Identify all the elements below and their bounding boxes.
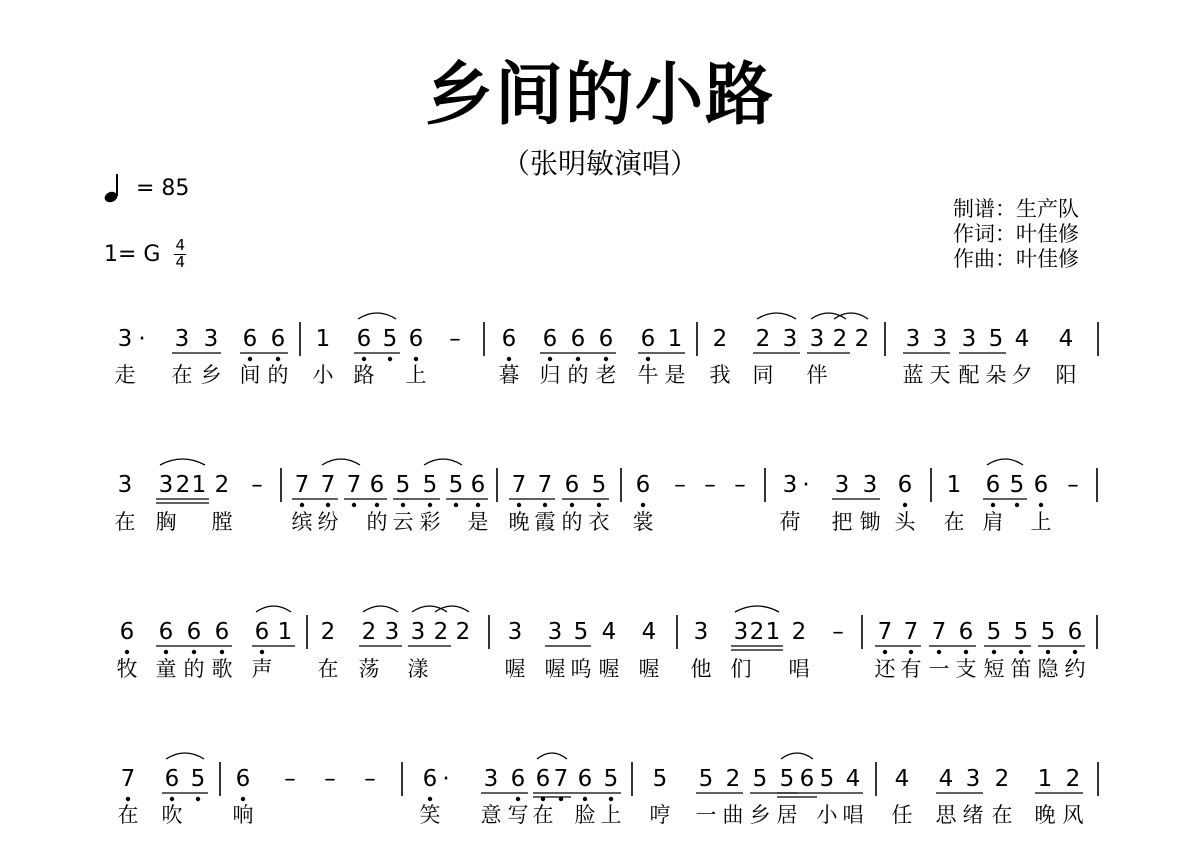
lyric-char: 头 — [894, 510, 916, 534]
lyric-char: 隐 — [1037, 657, 1059, 681]
lyric-char: 短 — [983, 657, 1005, 681]
octave-dot — [604, 357, 608, 361]
tempo-value: = 85 — [136, 175, 190, 201]
lyric-char: 锄 — [859, 510, 881, 534]
note: 2 — [854, 326, 870, 352]
octave-dot — [964, 650, 968, 654]
note: 6 — [422, 766, 438, 792]
note: 6 — [164, 766, 180, 792]
note: 4 — [845, 766, 861, 792]
note: 6 — [958, 619, 974, 645]
note: 7 — [294, 472, 310, 498]
octave-dot — [220, 650, 224, 654]
lyric-char: 膛 — [211, 510, 233, 534]
lyric-char: 蓝 — [902, 363, 924, 387]
lyric-char: 荷 — [779, 510, 801, 534]
lyric-char: 的 — [567, 363, 589, 387]
lyric-char: 是 — [664, 363, 686, 387]
note: 5 — [591, 472, 607, 498]
octave-dot — [476, 503, 480, 507]
note: 6 — [186, 619, 202, 645]
note: 3 — [733, 619, 749, 645]
lyric-char: 朵 — [985, 363, 1007, 387]
note: 7 — [346, 472, 362, 498]
note: 4 — [641, 619, 657, 645]
note: 5 — [1009, 472, 1025, 498]
note: 3 — [174, 326, 190, 352]
note: 3 — [905, 326, 921, 352]
lyric-char: 走 — [114, 363, 136, 387]
lyric-char: 晚 — [508, 510, 530, 534]
octave-dot — [646, 357, 650, 361]
lyric-char: 彩 — [419, 510, 441, 534]
note: 5 — [652, 766, 668, 792]
note: 5 — [190, 766, 206, 792]
lyric-char: 暮 — [498, 363, 520, 387]
slur — [160, 459, 205, 465]
lyric-char: 喔 — [638, 657, 660, 681]
octave-dot — [1039, 503, 1043, 507]
octave-dot — [248, 357, 252, 361]
octave-dot — [192, 650, 196, 654]
lyric-char: 在 — [117, 803, 139, 827]
note: 3 — [117, 326, 133, 352]
lyric-char: 支 — [955, 657, 977, 681]
augmentation-dot: · — [802, 472, 810, 498]
note: 6 — [510, 766, 526, 792]
lyric-char: 在 — [532, 803, 554, 827]
note: 2 — [791, 619, 807, 645]
slur — [256, 606, 291, 612]
octave-dot — [125, 650, 129, 654]
note: 3 — [410, 619, 426, 645]
octave-dot — [641, 503, 645, 507]
octave-dot — [883, 650, 887, 654]
lyric-char: 上 — [405, 363, 427, 387]
octave-dot — [352, 503, 356, 507]
note: 7 — [511, 472, 527, 498]
note: 3 — [809, 326, 825, 352]
lyric-char: 霞 — [534, 510, 556, 534]
note: 5 — [448, 472, 464, 498]
octave-dot — [428, 797, 432, 801]
octave-dot — [1046, 650, 1050, 654]
octave-dot — [570, 503, 574, 507]
slur — [781, 753, 813, 759]
note: 6 — [214, 619, 230, 645]
note: 6 — [1067, 619, 1083, 645]
octave-dot — [1073, 650, 1077, 654]
note: 4 — [1058, 326, 1074, 352]
lyric-char: 裳 — [632, 510, 654, 534]
lyric-char: 在 — [943, 510, 965, 534]
lyric-char: 一 — [695, 803, 717, 827]
credit-composer: 作曲：叶佳修 — [953, 247, 1079, 271]
note: 5 — [988, 326, 1004, 352]
note: 5 — [1013, 619, 1029, 645]
lyric-char: 老 — [595, 363, 617, 387]
octave-dot — [454, 503, 458, 507]
dash-mark: – — [734, 472, 746, 498]
song-title: 乡间的小路 — [424, 56, 775, 135]
lyric-char: 笛 — [1010, 657, 1032, 681]
lyric-char: 唱 — [788, 657, 810, 681]
note: 2 — [749, 619, 765, 645]
note: 6 — [470, 472, 486, 498]
note: 4 — [1014, 326, 1030, 352]
note: 4 — [938, 766, 954, 792]
lyric-char: 绪 — [962, 803, 984, 827]
lyric-char: 居 — [776, 803, 798, 827]
lyric-char: 任 — [891, 803, 913, 827]
note: 2 — [433, 619, 449, 645]
note: 2 — [320, 619, 336, 645]
octave-dot — [170, 797, 174, 801]
note: 6 — [356, 326, 372, 352]
lyric-char: 云 — [392, 510, 414, 534]
note: 6 — [408, 326, 424, 352]
octave-dot — [583, 797, 587, 801]
octave-dot — [609, 797, 613, 801]
octave-dot — [260, 650, 264, 654]
slur — [735, 606, 779, 612]
note: 3 — [547, 619, 563, 645]
performer-subtitle: （张明敏演唱） — [501, 147, 698, 180]
lyric-char: 乡 — [200, 363, 222, 387]
note: 6 — [1033, 472, 1049, 498]
dash-mark: – — [324, 766, 336, 792]
slur — [322, 459, 360, 465]
lyric-char: 写 — [507, 803, 529, 827]
note: 3 — [203, 326, 219, 352]
slur — [435, 606, 469, 612]
note: 3 — [384, 619, 400, 645]
note: 7 — [120, 766, 136, 792]
octave-dot — [543, 503, 547, 507]
octave-dot — [388, 357, 392, 361]
lyric-char: 约 — [1064, 657, 1086, 681]
dash-mark: – — [449, 326, 461, 352]
slur — [358, 313, 396, 319]
lyric-char: 漾 — [407, 657, 429, 681]
octave-dot — [507, 357, 511, 361]
note: 6 — [897, 472, 913, 498]
lyric-char: 思 — [935, 803, 957, 827]
note: 1 — [315, 326, 331, 352]
lyric-char: 乡 — [749, 803, 771, 827]
octave-dot — [517, 503, 521, 507]
note: 3 — [834, 472, 850, 498]
note: 6 — [501, 326, 517, 352]
lyric-char: 肩 — [982, 510, 1004, 534]
note: 2 — [832, 326, 848, 352]
lyric-char: 小 — [312, 363, 334, 387]
dash-mark: – — [674, 472, 686, 498]
octave-dot — [375, 503, 379, 507]
octave-dot — [428, 503, 432, 507]
note: 1 — [667, 326, 683, 352]
note: 6 — [242, 326, 258, 352]
octave-dot — [541, 797, 545, 801]
lyric-char: 声 — [251, 657, 273, 681]
lyric-char: 上 — [1030, 510, 1052, 534]
note: 5 — [752, 766, 768, 792]
slur — [834, 313, 868, 319]
lyric-char: 是 — [467, 510, 489, 534]
note: 2 — [712, 326, 728, 352]
note: 2 — [994, 766, 1010, 792]
octave-dot — [126, 797, 130, 801]
dash-mark: – — [704, 472, 716, 498]
note: 1 — [277, 619, 293, 645]
octave-dot — [516, 797, 520, 801]
octave-dot — [903, 503, 907, 507]
octave-dot — [576, 357, 580, 361]
note: 3 — [483, 766, 499, 792]
lyric-char: 天 — [929, 363, 951, 387]
note: 7 — [537, 472, 553, 498]
dash-mark: – — [1067, 472, 1079, 498]
note: 2 — [455, 619, 471, 645]
note: 3 — [158, 472, 174, 498]
lyric-char: 歌 — [211, 657, 233, 681]
lyric-char: 呜 — [570, 657, 592, 681]
lyric-char: 把 — [831, 510, 853, 534]
note: 6 — [254, 619, 270, 645]
lyric-char: 夕 — [1011, 363, 1033, 387]
note: 6 — [158, 619, 174, 645]
note: 1 — [1037, 766, 1053, 792]
note: 5 — [603, 766, 619, 792]
lyric-char: 我 — [709, 363, 731, 387]
octave-dot — [559, 797, 563, 801]
lyric-char: 他 — [690, 657, 712, 681]
lyric-char: 一 — [928, 657, 950, 681]
note: 6 — [119, 619, 135, 645]
lyric-char: 童 — [155, 657, 177, 681]
note: 5 — [698, 766, 714, 792]
note: 6 — [564, 472, 580, 498]
time-signature-top: 4 — [175, 236, 186, 254]
lyric-char: 归 — [539, 363, 561, 387]
credit-transcriber: 制谱：生产队 — [953, 197, 1079, 221]
lyric-char: 风 — [1062, 803, 1084, 827]
lyric-char: 喔 — [504, 657, 526, 681]
lyric-char: 在 — [171, 363, 193, 387]
lyric-char: 晚 — [1034, 803, 1056, 827]
octave-dot — [401, 503, 405, 507]
lyric-char: 阳 — [1055, 363, 1077, 387]
note: 3 — [862, 472, 878, 498]
slur — [757, 313, 796, 319]
note: 2 — [214, 472, 230, 498]
lyric-char: 缤 — [291, 510, 313, 534]
note: 2 — [175, 472, 191, 498]
lyric-char: 路 — [353, 363, 375, 387]
octave-dot — [991, 503, 995, 507]
lyric-char: 还 — [874, 657, 896, 681]
octave-dot — [276, 357, 280, 361]
note: 6 — [577, 766, 593, 792]
dash-mark: – — [364, 766, 376, 792]
slur — [987, 459, 1023, 465]
lyric-char: 胸 — [155, 510, 177, 534]
dash-mark: – — [251, 472, 263, 498]
octave-dot — [196, 797, 200, 801]
lyric-char: 哼 — [649, 803, 671, 827]
note: 5 — [382, 326, 398, 352]
augmentation-dot: · — [138, 326, 146, 352]
slur — [537, 753, 567, 759]
lyric-char: 小 — [816, 803, 838, 827]
lyric-char: 吹 — [161, 803, 183, 827]
note: 3 — [965, 766, 981, 792]
note: 3 — [782, 326, 798, 352]
octave-dot — [164, 650, 168, 654]
lyric-char: 同 — [752, 363, 774, 387]
note: 3 — [117, 472, 133, 498]
note: 3 — [782, 472, 798, 498]
lyric-char: 喔 — [544, 657, 566, 681]
note: 6 — [369, 472, 385, 498]
lyric-char: 衣 — [588, 510, 610, 534]
note: 3 — [693, 619, 709, 645]
lyric-char: 荡 — [358, 657, 380, 681]
octave-dot — [326, 503, 330, 507]
note: 6 — [640, 326, 656, 352]
note: 6 — [799, 766, 815, 792]
note: 2 — [361, 619, 377, 645]
lyric-char: 在 — [114, 510, 136, 534]
credit-lyricist: 作词：叶佳修 — [953, 222, 1079, 246]
lyric-char: 纷 — [317, 510, 339, 534]
octave-dot — [909, 650, 913, 654]
note: 5 — [986, 619, 1002, 645]
note: 7 — [553, 766, 569, 792]
lyric-char: 意 — [480, 803, 502, 827]
note: 5 — [395, 472, 411, 498]
note: 6 — [635, 472, 651, 498]
note: 7 — [320, 472, 336, 498]
lyric-char: 们 — [730, 657, 752, 681]
lyric-char: 间 — [239, 363, 261, 387]
lyric-char: 的 — [267, 363, 289, 387]
lyric-char: 在 — [317, 657, 339, 681]
lyric-char: 喔 — [598, 657, 620, 681]
octave-dot — [548, 357, 552, 361]
octave-dot — [992, 650, 996, 654]
octave-dot — [1019, 650, 1023, 654]
note: 4 — [894, 766, 910, 792]
lyric-char: 响 — [232, 803, 254, 827]
lyric-char: 在 — [991, 803, 1013, 827]
note: 2 — [755, 326, 771, 352]
octave-dot — [597, 503, 601, 507]
key-label: 1= G — [104, 241, 161, 267]
note: 6 — [235, 766, 251, 792]
note: 1 — [765, 619, 781, 645]
note: 6 — [535, 766, 551, 792]
lyric-char: 脸 — [574, 803, 596, 827]
note: 5 — [422, 472, 438, 498]
augmentation-dot: · — [442, 766, 450, 792]
lyric-char: 牛 — [637, 363, 659, 387]
octave-dot — [937, 650, 941, 654]
note: 7 — [931, 619, 947, 645]
slur — [412, 606, 447, 612]
note: 1 — [191, 472, 207, 498]
lyric-char: 笑 — [419, 803, 441, 827]
lyric-char: 的 — [561, 510, 583, 534]
note: 3 — [932, 326, 948, 352]
lyric-char: 唱 — [842, 803, 864, 827]
note: 5 — [1040, 619, 1056, 645]
time-signature-bottom: 4 — [175, 252, 186, 271]
lyric-char: 配 — [958, 363, 980, 387]
lyric-char: 的 — [183, 657, 205, 681]
lyric-char: 的 — [366, 510, 388, 534]
octave-dot — [414, 357, 418, 361]
lyric-char: 伴 — [806, 363, 828, 387]
note: 7 — [903, 619, 919, 645]
lyric-char: 上 — [600, 803, 622, 827]
octave-dot — [362, 357, 366, 361]
note: 6 — [985, 472, 1001, 498]
note: 5 — [779, 766, 795, 792]
note: 2 — [725, 766, 741, 792]
dash-mark: – — [284, 766, 296, 792]
octave-dot — [300, 503, 304, 507]
note: 3 — [961, 326, 977, 352]
note: 6 — [570, 326, 586, 352]
lyric-char: 有 — [900, 657, 922, 681]
note: 6 — [270, 326, 286, 352]
note: 2 — [1065, 766, 1081, 792]
octave-dot — [241, 797, 245, 801]
note: 3 — [507, 619, 523, 645]
note: 5 — [819, 766, 835, 792]
note: 5 — [573, 619, 589, 645]
note: 4 — [601, 619, 617, 645]
slur — [166, 753, 204, 759]
note: 1 — [946, 472, 962, 498]
lyric-char: 曲 — [722, 803, 744, 827]
lyric-char: 牧 — [116, 657, 138, 681]
note: 7 — [877, 619, 893, 645]
note: 6 — [542, 326, 558, 352]
slur — [424, 459, 462, 465]
dash-mark: – — [832, 619, 844, 645]
slur — [811, 313, 846, 319]
octave-dot — [1015, 503, 1019, 507]
slur — [363, 606, 398, 612]
note: 6 — [598, 326, 614, 352]
